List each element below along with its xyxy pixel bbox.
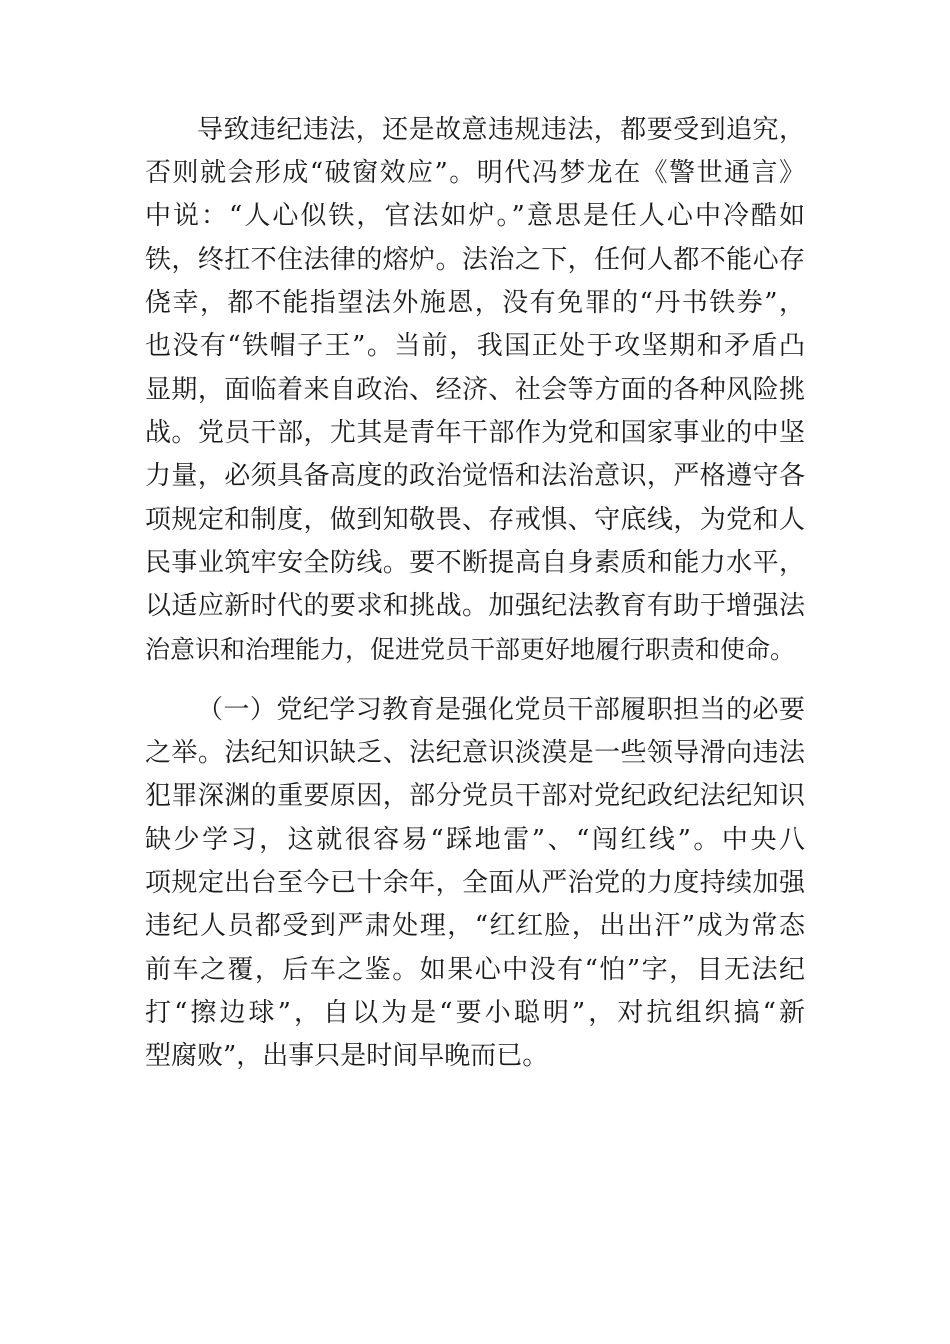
paragraph-line: 项规定和制度，做到知敬畏、存戒惧、守底线，为党和人 (145, 505, 805, 535)
paragraph-line: 显期，面临着来自政治、经济、社会等方面的各种风险挑 (145, 375, 805, 405)
paragraph-line: 也没有“铁帽子王”。当前，我国正处于攻坚期和矛盾凸 (145, 331, 805, 361)
paragraph-line: 民事业筑牢安全防线。要不断提高自身素质和能力水平， (145, 548, 805, 578)
paragraph-line: （一）党纪学习教育是强化党员干部履职担当的必要 (197, 695, 805, 725)
paragraph-line: 违纪人员都受到严肃处理，“红红脸，出出汗”成为常态 (145, 911, 805, 941)
paragraph-line: 之举。法纪知识缺乏、法纪意识淡漠是一些领导滑向违法 (145, 738, 805, 768)
paragraph-line: 以适应新时代的要求和挑战。加强纪法教育有助于增强法 (145, 591, 805, 621)
paragraph-line: 缺少学习，这就很容易“踩地雷”、“闯红线”。中央八 (145, 825, 805, 855)
paragraph-line: 打“擦边球”，自以为是“要小聪明”，对抗组织搞“新 (145, 998, 805, 1028)
paragraph-line: 犯罪深渊的重要原因，部分党员干部对党纪政纪法纪知识 (145, 781, 805, 811)
paragraph-line: 型腐败”，出事只是时间早晚而已。 (145, 1041, 549, 1071)
paragraph-line: 战。党员干部，尤其是青年干部作为党和国家事业的中坚 (145, 418, 805, 448)
paragraph-line: 力量，必须具备高度的政治觉悟和法治意识，严格遵守各 (145, 461, 805, 491)
paragraph-line: 中说：“人心似铁，官法如炉。”意思是任人心中冷酷如 (145, 201, 805, 231)
paragraph-line: 治意识和治理能力，促进党员干部更好地履行职责和使命。 (145, 635, 796, 664)
paragraph-line: 侥幸，都不能指望法外施恩，没有免罪的“丹书铁券”， (145, 288, 805, 318)
paragraph-line: 项规定出台至今已十余年，全面从严治党的力度持续加强 (145, 868, 805, 898)
paragraph-line: 导致违纪违法，还是故意违规违法，都要受到追究， (197, 115, 805, 145)
paragraph-line: 否则就会形成“破窗效应”。明代冯梦龙在《警世通言》 (145, 158, 805, 188)
paragraph-line: 前车之覆，后车之鉴。如果心中没有“怕”字，目无法纪 (145, 955, 805, 985)
paragraph-line: 铁，终扛不住法律的熔炉。法治之下，任何人都不能心存 (145, 245, 805, 275)
